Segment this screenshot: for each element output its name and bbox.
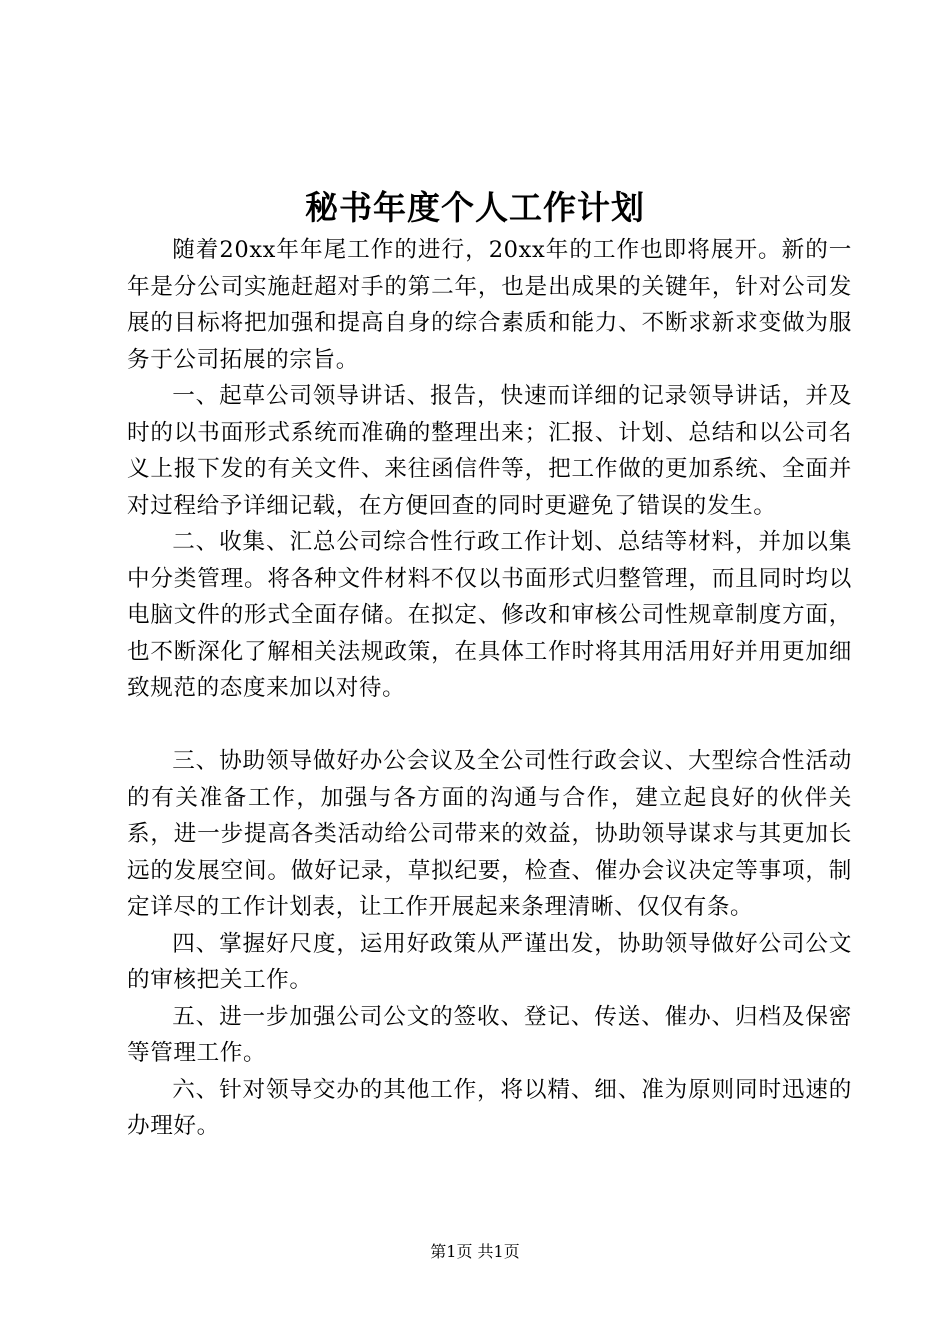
paragraph-item-3: 三、协助领导做好办公会议及全公司性行政会议、大型综合性活动的有关准备工作，加强与各方面的沟通与合作，建立起良好的伙伴关系，进一步提高各类活动给公司带来的效益，协助领导谋求与其更加长远的发展空间。做好记录，草拟纪要，检查、催办会议决定等事项，制定详尽的工作计划表，让工作开展起来条理清晰、仅仅有条。 — [127, 748, 852, 920]
paragraph-item-4: 四、掌握好尺度，运用好政策从严谨出发，协助领导做好公司公文的审核把关工作。 — [127, 930, 852, 993]
paragraph-intro: 随着20xx年年尾工作的进行，20xx年的工作也即将展开。新的一年是分公司实施赶超对手的第二年，也是出成果的关键年，针对公司发展的目标将把加强和提高自身的综合素质和能力、不断求新求变做为服务于公司拓展的宗旨。 — [127, 237, 852, 373]
paragraph-item-2: 二、收集、汇总公司综合性行政工作计划、总结等材料，并加以集中分类管理。将各种文件材料不仅以书面形式归整管理，而且同时均以电脑文件的形式全面存储。在拟定、修改和审核公司性规章制度方面，也不断深化了解相关法规政策，在具体工作时将其用活用好并用更加细致规范的态度来加以对待。 — [127, 529, 852, 701]
paragraph-item-5: 五、进一步加强公司公文的签收、登记、传送、催办、归档及保密等管理工作。 — [127, 1003, 852, 1066]
page-number-footer: 第1页 共1页 — [430, 1242, 520, 1261]
paragraph-item-1: 一、起草公司领导讲话、报告，快速而详细的记录领导讲话，并及时的以书面形式系统而准确的整理出来；汇报、计划、总结和以公司名义上报下发的有关文件、来往函信件等，把工作做的更加系统、全面并对过程给予详细记载，在方便回查的同时更避免了错误的发生。 — [127, 383, 852, 519]
paragraph-item-6: 六、针对领导交办的其他工作，将以精、细、准为原则同时迅速的办理好。 — [127, 1076, 852, 1139]
document-body — [127, 232, 852, 1145]
document-title: 秘书年度个人工作计划 — [305, 188, 645, 227]
paragraph-gap — [127, 707, 852, 744]
